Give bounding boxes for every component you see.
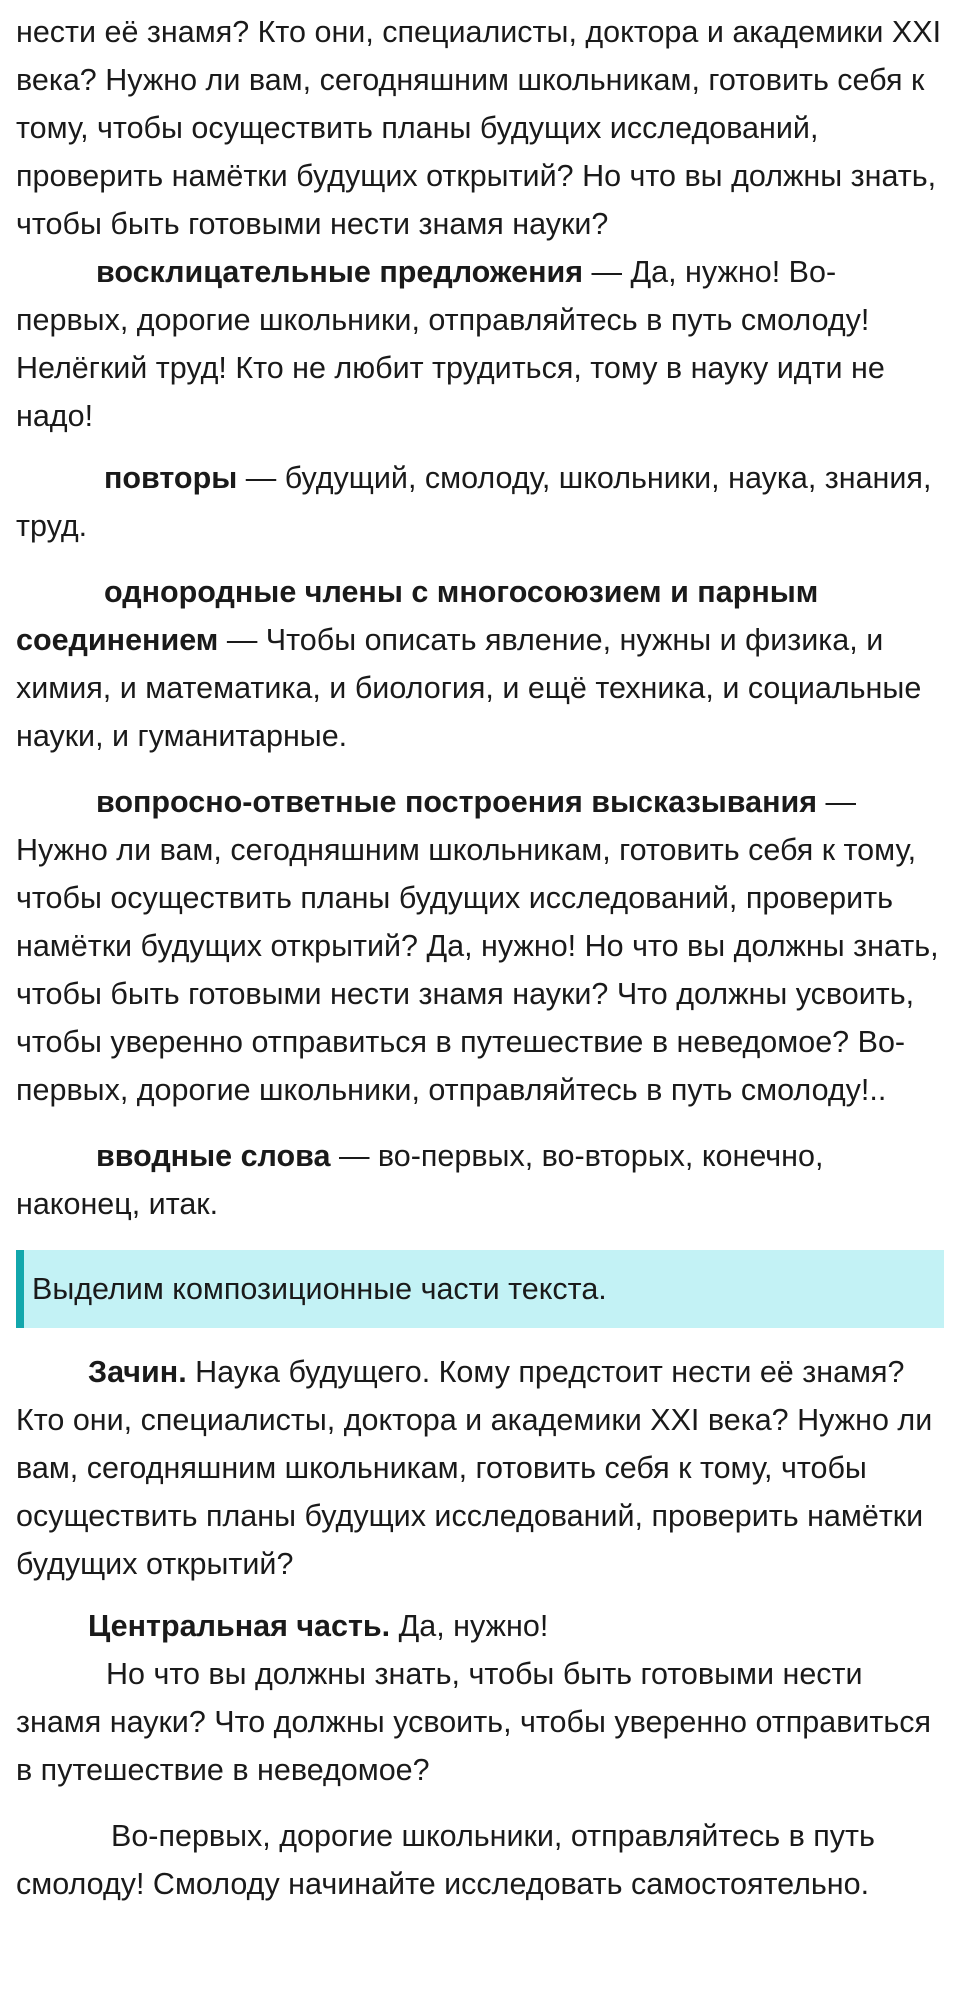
task-callout-text: Выделим композиционные части текста. — [32, 1272, 607, 1306]
device-term: вводные слова — [96, 1139, 331, 1173]
composition-label: Зачин. — [88, 1355, 187, 1389]
device-homogeneous-members — [16, 568, 944, 760]
device-introductory-words — [16, 1132, 944, 1228]
device-example: — будущий, смолоду, школьники, наука, знания, труд. — [16, 461, 932, 543]
composition-opening — [16, 1348, 944, 1588]
device-example: — Да, нужно! Во-первых, дорогие школьники, отправляйтесь в путь смолоду! Нелёгкий труд! Кто не любит трудиться, тому в науку идти не надо! — [16, 255, 885, 433]
device-term: вопросно-ответные построения высказывания — [96, 785, 818, 819]
device-question-answer — [16, 778, 944, 1114]
device-repetitions — [16, 454, 944, 550]
intro-paragraph: нести её знамя? Кто они, специалисты, доктора и академики XXI века? Нужно ли вам, сегодняшним школьникам, готовить себя к тому, чтобы осуществить планы будущих исследований, проверить намётки будущих открытий? Но что вы должны знать, чтобы быть готовыми нести знамя науки? — [16, 15, 942, 241]
device-example: — Чтобы описать явление, нужны и физика, и химия, и математика, и биология, и ещё техника, и социальные науки, и гуманитарные. — [16, 623, 922, 753]
device-term: однородные члены с многосоюзием и парным соединением — [16, 575, 819, 657]
composition-central — [16, 1602, 944, 1650]
composition-paragraph: Но что вы должны знать, чтобы быть готовыми нести знамя науки? Что должны усвоить, чтобы уверенно отправиться в путешествие в неведомое? — [16, 1657, 932, 1787]
document-page — [0, 8, 960, 1908]
device-exclamatory — [16, 248, 944, 440]
device-term: повторы — [104, 461, 238, 495]
device-example: — во-первых, во-вторых, конечно, наконец, итак. — [16, 1139, 824, 1221]
device-example: — Нужно ли вам, сегодняшним школьникам, готовить себя к тому, чтобы осуществить планы будущих исследований, проверить намётки будущих открытий? Да, нужно! Но что вы должны знать, чтобы быть готовыми нести знамя науки? Что должны усвоить, чтобы уверенно отправиться в путешествие в неведомое? Во-первых, дорогие школьники, отправляйтесь в путь смолоду!.. — [16, 785, 939, 1107]
composition-text: Да, нужно! — [390, 1609, 549, 1643]
composition-paragraph: Во-первых, дорогие школьники, отправляйтесь в путь смолоду! Смолоду начинайте исследовать самостоятельно. — [16, 1819, 875, 1901]
device-term: восклицательные предложения — [96, 255, 584, 289]
composition-label: Центральная часть. — [88, 1609, 391, 1643]
task-callout — [16, 1250, 944, 1328]
composition-text: Наука будущего. Кому предстоит нести её знамя? Кто они, специалисты, доктора и академики XXI века? Нужно ли вам, сегодняшним школьникам, готовить себя к тому, чтобы осуществить планы будущих исследований, проверить намётки будущих открытий? — [16, 1355, 933, 1581]
